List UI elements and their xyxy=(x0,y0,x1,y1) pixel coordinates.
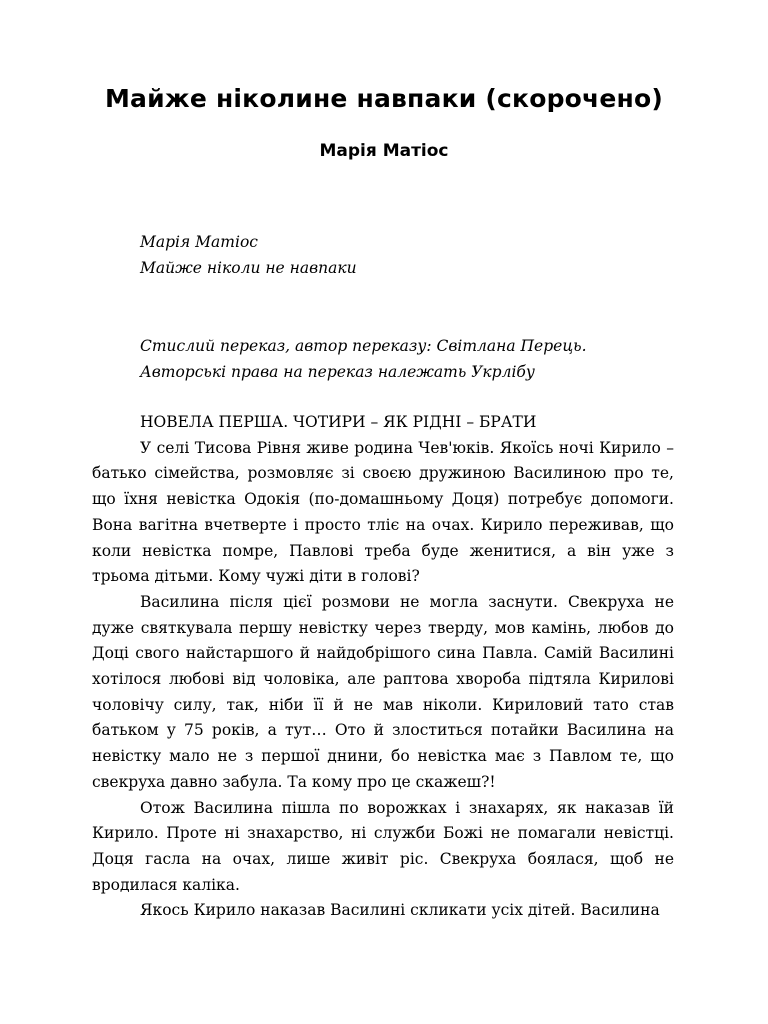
copyright-line: Авторські права на переказ належать Укрлібу xyxy=(140,363,535,381)
source-author: Марія Матіос xyxy=(140,233,258,251)
document-author: Марія Матіос xyxy=(319,141,449,161)
document-title: Майже ніколине навпаки (скорочено) xyxy=(104,84,664,113)
retelling-credit xyxy=(140,333,587,385)
paragraph: У селі Тисова Рівня живе родина Чев'юків. Якоїсь ночі Кирило – батько сімейства, розмовляє зі своєю дружиною Василиною про те, що їхня невістка Одокія (по-домашньому Доця) потребує допомоги. Вона вагітна вчетверте і просто тліє на очах. Кирило переживав, що коли невістка помре, Павлові треба буде женитися, а він уже з трьома дітьми. Кому чужі діти в голові? xyxy=(92,438,674,586)
paragraph: Якось Кирило наказав Василині скликати усіх дітей. Василина xyxy=(140,901,660,920)
body-text xyxy=(92,410,674,924)
credit-line: Стислий переказ, автор переказу: Світлана Перець. xyxy=(140,337,587,355)
source-info xyxy=(140,229,357,281)
paragraph: Отож Василина пішла по ворожках і знахарях, як наказав їй Кирило. Проте ні знахарство, ні служби Божі не помагали невістці. Доця гасла на очах, лише живіт ріс. Свекруха боялася, щоб не вродилася каліка. xyxy=(92,798,674,894)
paragraph: Василина після цієї розмови не могла заснути. Свекруха не дуже святкувала першу невістку через тверду, мов камінь, любов до Доці свого найстаршого й найдобрішого сина Павла. Самій Василині хотілося любові від чоловіка, але раптова хвороба підтяла Кирилові чоловічу силу, так, ніби її й не мав ніколи. Кириловий тато став батьком у 75 років, а тут… Ото й злоститься потайки Василина на невістку мало не з першої днини, бо невістка має з Павлом те, що свекруха давно забула. Та кому про це скажеш?! xyxy=(92,592,674,791)
section-heading: НОВЕЛА ПЕРША. ЧОТИРИ – ЯК РІДНІ – БРАТИ xyxy=(140,413,537,431)
source-title: Майже ніколи не навпаки xyxy=(140,259,357,277)
